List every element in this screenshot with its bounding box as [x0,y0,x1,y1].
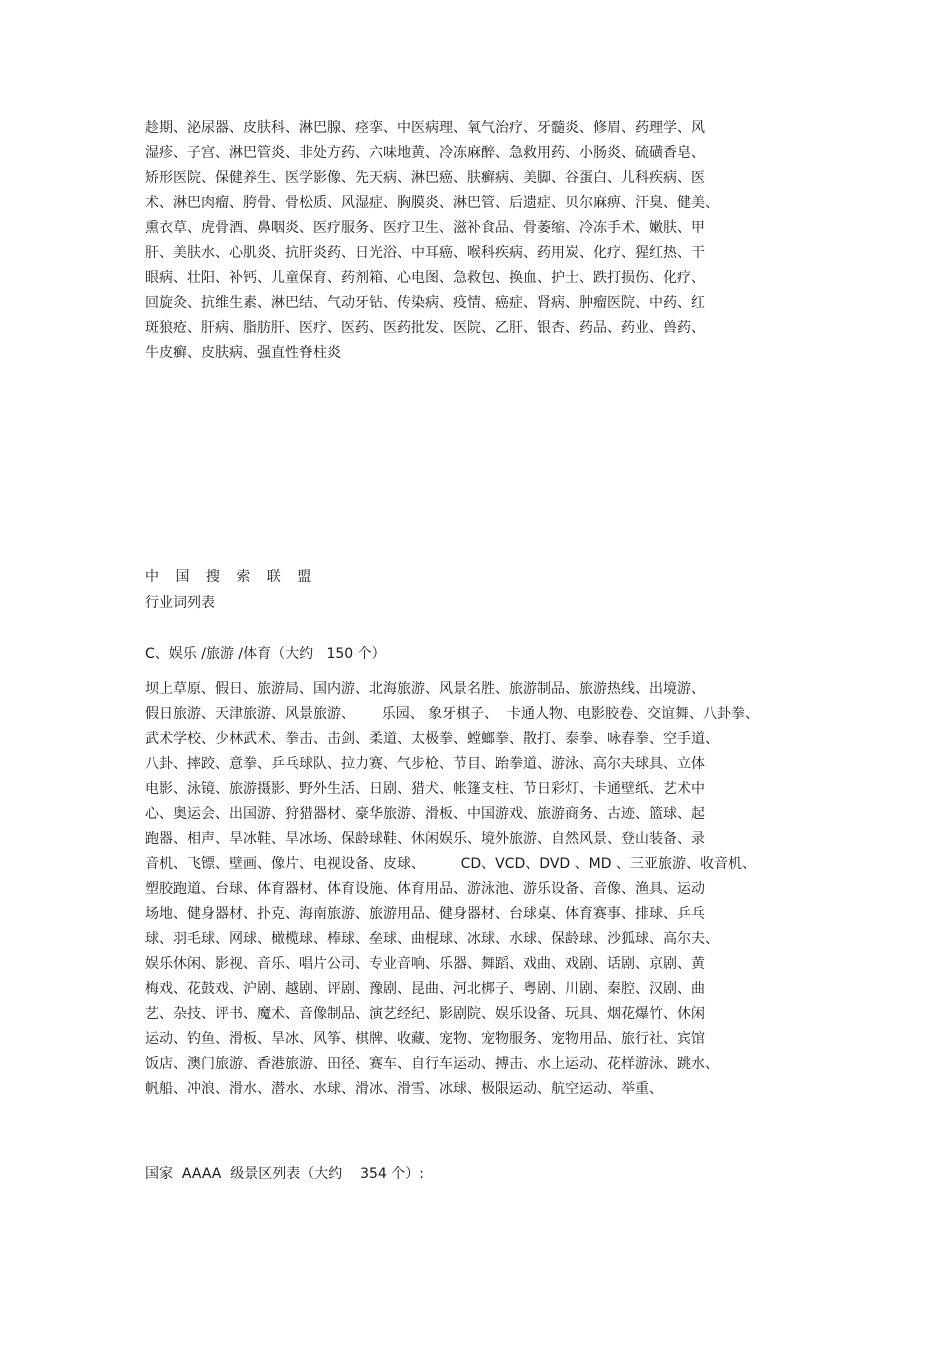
keyword-line: 牛皮癣、皮肤病、强直性脊柱炎 [145,345,341,361]
keyword-line: 矫形医院、保健养生、医学影像、先天病、淋巴癌、肤癣病、美脚、谷蛋白、儿科疾病、医 [145,170,705,186]
keyword-line: 艺、杂技、评书、魔术、音像制品、演艺经纪、影剧院、娱乐设备、玩具、烟花爆竹、休闲 [145,1006,705,1022]
keyword-line: 武术学校、少林武术、拳击、击剑、柔道、太极拳、螳螂拳、散打、泰拳、咏春拳、空手道、 [145,731,719,747]
keyword-line: 坝上草原、假日、旅游局、国内游、北海旅游、风景名胜、旅游制品、旅游热线、出境游、 [145,681,705,697]
keyword-line: 熏衣草、虎骨酒、鼻咽炎、医疗服务、医疗卫生、滋补食品、骨萎缩、冷冻手术、嫩肤、甲 [145,220,705,236]
keyword-line: 八卦、摔跤、意拳、乒乓球队、拉力赛、气步枪、节目、跆拳道、游泳、高尔夫球具、立体 [145,756,705,772]
keyword-line: 斑狼疮、肝病、脂肪肝、医疗、医药、医药批发、医院、乙肝、银杏、药品、药业、兽药、 [145,320,705,336]
keyword-line: 塑胶跑道、台球、体育器材、体育设施、体育用品、游泳池、游乐设备、音像、渔具、运动 [145,881,705,897]
keyword-line: 娱乐休闲、影视、音乐、唱片公司、专业音响、乐器、舞蹈、戏曲、戏剧、话剧、京剧、黄 [145,956,705,972]
keyword-line: 术、淋巴肉瘤、胯骨、骨松质、风湿症、胸膜炎、淋巴管、后遗症、贝尔麻痹、汗臭、健美、 [145,195,719,211]
keyword-line: 心、奥运会、出国游、狩猎器材、豪华旅游、滑板、中国游戏、旅游商务、古迹、篮球、起 [145,806,705,822]
medical-keyword-list [145,116,805,366]
keyword-line: 眼病、壮阳、补钙、儿童保育、药剂箱、心电图、急救包、换血、护士、跌打损伤、化疗、 [145,270,705,286]
keyword-line: 场地、健身器材、扑克、海南旅游、旅游用品、健身器材、台球桌、体育赛事、排球、乒乓 [145,906,705,922]
keyword-line: 湿疹、子宫、淋巴管炎、非处方药、六味地黄、冷冻麻醉、急救用药、小肠炎、硫磺香皂、 [145,145,705,161]
entertainment-keyword-list [145,677,805,1102]
keyword-line: 电影、泳镜、旅游摄影、野外生活、日剧、猎犬、帐篷支柱、节日彩灯、卡通壁纸、艺术中 [145,781,705,797]
keyword-line: 音机、飞镖、壁画、像片、电视设备、皮球、 CD、VCD、DVD 、MD 、三亚旅游、收音机、 [145,856,756,872]
keyword-line: 饭店、澳门旅游、香港旅游、田径、赛车、自行车运动、搏击、水上运动、花样游泳、跳水、 [145,1056,719,1072]
keyword-line: 跑器、相声、旱冰鞋、旱冰场、保龄球鞋、休闲娱乐、境外旅游、自然风景、登山装备、录 [145,831,705,847]
keyword-line: 帆船、冲浪、滑水、潜水、水球、滑冰、滑雪、冰球、极限运动、航空运动、举重、 [145,1081,663,1097]
document-subtitle: 行业词列表 [145,595,215,611]
keyword-line: 肝、美肤水、心肌炎、抗肝炎药、日光浴、中耳癌、喉科疾病、药用炭、化疗、猩红热、干 [145,245,705,261]
keyword-line: 趁期、泌尿器、皮肤科、淋巴腺、痉挛、中医病理、氧气治疗、牙髓炎、修眉、药理学、风 [145,120,705,136]
keyword-line: 运动、钓鱼、滑板、旱冰、风筝、棋牌、收藏、宠物、宠物服务、宠物用品、旅行社、宾馆 [145,1031,705,1047]
keyword-line: 回旋灸、抗维生素、淋巴结、气动牙钻、传染病、疫情、癌症、肾病、肿瘤医院、中药、红 [145,295,705,311]
section-c-heading: C、娱乐 /旅游 /体育（大约 150 个） [145,646,386,662]
section-aaaa-heading: 国家 AAAA 级景区列表（大约 354 个）: [145,1166,424,1182]
keyword-line: 梅戏、花鼓戏、沪剧、越剧、评剧、豫剧、昆曲、河北梆子、粤剧、川剧、秦腔、汉剧、曲 [145,981,705,997]
keyword-line: 假日旅游、天津旅游、风景旅游、 乐园、 象牙棋子、 卡通人物、电影胶卷、交谊舞、八卦拳、 [145,706,760,722]
keyword-line: 球、羽毛球、网球、橄榄球、棒球、垒球、曲棍球、冰球、水球、保龄球、沙狐球、高尔夫、 [145,931,719,947]
org-heading: 中 国 搜 索 联 盟 [145,569,318,585]
